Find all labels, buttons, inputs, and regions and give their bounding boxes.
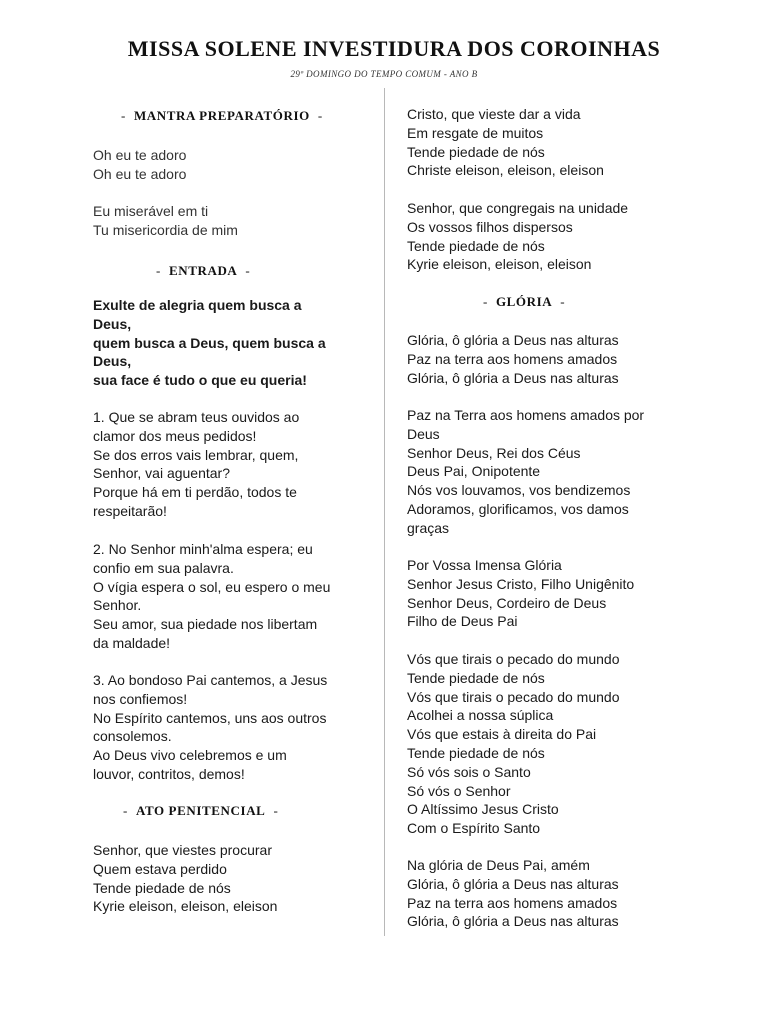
lyric-line: Glória, ô glória a Deus nas alturas: [407, 369, 619, 386]
lyric-line: Em resgate de muitos: [407, 124, 544, 141]
lyric-line: Nós vos louvamos, vos bendizemos: [407, 482, 631, 499]
lyric-stanza: [93, 671, 327, 784]
lyric-line: Christe eleison, eleison, eleison: [407, 162, 604, 179]
lyric-stanza: [93, 841, 277, 916]
lyric-line: Glória, ô glória a Deus nas alturas: [407, 875, 619, 892]
lyric-stanza: [93, 540, 330, 653]
lyric-line: Ao Deus vivo celebremos e um: [93, 747, 287, 764]
lyric-line: Senhor Deus, Rei dos Céus: [407, 444, 581, 461]
lyric-refrain: [93, 296, 326, 390]
lyric-line: Só vós sois o Santo: [407, 763, 531, 780]
lyric-line: confio em sua palavra.: [93, 559, 234, 576]
lyric-line: Oh eu te adoro: [93, 165, 187, 182]
lyric-line: quem busca a Deus, quem busca a: [93, 334, 326, 351]
lyric-line: Paz na terra aos homens amados: [407, 350, 618, 367]
lyric-line: Deus,: [93, 353, 132, 370]
lyric-line: Acolhei a nossa súplica: [407, 707, 554, 724]
lyric-line: Por Vossa Imensa Glória: [407, 557, 562, 573]
lyric-line: Paz na Terra aos homens amados por: [407, 407, 645, 423]
lyric-stanza: [407, 199, 628, 274]
lyric-line: Vós que tirais o pecado do mundo: [407, 651, 620, 667]
lyric-line: Adoramos, glorificamos, vos damos: [407, 500, 629, 517]
lyric-line: Eu miserável em ti: [93, 203, 209, 219]
section-heading-mantra: - MANTRA PREPARATÓRIO -: [121, 108, 323, 123]
lyric-line: Cristo, que vieste dar a vida: [407, 106, 581, 122]
lyric-line: Tende piedade de nós: [93, 879, 231, 896]
lyric-line: louvor, contritos, demos!: [93, 765, 245, 782]
page-subtitle: 29º DOMINGO DO TEMPO COMUM - ANO B: [290, 69, 478, 79]
lyric-stanza: [407, 556, 634, 631]
lyric-line: Deus,: [93, 315, 132, 332]
lyric-line: Com o Espírito Santo: [407, 820, 541, 837]
lyric-line: Tende piedade de nós: [407, 669, 545, 686]
page-title: MISSA SOLENE INVESTIDURA DOS COROINHAS: [127, 36, 661, 61]
lyric-line: Os vossos filhos dispersos: [407, 218, 573, 235]
lyric-line: 2. No Senhor minh'alma espera; eu: [93, 541, 313, 557]
lyric-line: sua face é tudo o que eu queria!: [93, 372, 307, 389]
lyric-line: Seu amor, sua piedade nos libertam: [93, 616, 318, 633]
lyric-line: Glória, ô glória a Deus nas alturas: [407, 913, 619, 930]
lyric-line: Quem estava perdido: [93, 860, 227, 877]
lyric-line: nos confiemos!: [93, 690, 188, 707]
lyric-line: Deus: [407, 425, 440, 442]
lyric-stanza: [407, 856, 619, 931]
lyric-line: clamor dos meus pedidos!: [93, 427, 257, 444]
lyric-line: graças: [407, 519, 450, 536]
lyric-line: Se dos erros vais lembrar, quem,: [93, 446, 299, 463]
lyric-line: Porque há em ti perdão, todos te: [93, 484, 297, 501]
lyric-line: consolemos.: [93, 728, 172, 745]
lyric-line: Tende piedade de nós: [407, 237, 545, 254]
lyric-line: Senhor, que viestes procurar: [93, 842, 272, 858]
lyric-stanza: [407, 406, 644, 538]
lyric-stanza: [93, 408, 299, 521]
lyric-line: Senhor, vai aguentar?: [93, 465, 230, 482]
lyric-line: Exulte de alegria quem busca a: [93, 297, 302, 313]
lyric-line: da maldade!: [93, 634, 171, 651]
section-heading-entrada: - ENTRADA -: [156, 263, 251, 278]
lyric-line: Na glória de Deus Pai, amém: [407, 857, 590, 873]
lyric-line: Deus Pai, Onipotente: [407, 463, 541, 480]
lyric-line: Paz na terra aos homens amados: [407, 894, 618, 911]
lyric-line: Senhor.: [93, 597, 142, 614]
lyric-line: Oh eu te adoro: [93, 147, 187, 163]
lyric-line: Tende piedade de nós: [407, 143, 545, 160]
lyric-line: Kyrie eleison, eleison, eleison: [407, 256, 592, 273]
lyric-line: Filho de Deus Pai: [407, 613, 518, 630]
lyric-line: Glória, ô glória a Deus nas alturas: [407, 332, 619, 348]
column-divider: [384, 88, 385, 936]
lyric-stanza: [407, 105, 604, 180]
lyric-line: 3. Ao bondoso Pai cantemos, a Jesus: [93, 672, 328, 688]
lyric-line: Senhor Deus, Cordeiro de Deus: [407, 594, 607, 611]
section-heading-gloria: - GLÓRIA -: [483, 294, 566, 309]
lyric-line: Vós que estais à direita do Pai: [407, 726, 597, 743]
lyric-stanza: [93, 202, 238, 240]
lyric-line: O vígia espera o sol, eu espero o meu: [93, 578, 331, 595]
lyric-line: Senhor, que congregais na unidade: [407, 200, 629, 216]
lyric-line: Só vós o Senhor: [407, 782, 511, 799]
lyric-line: Senhor Jesus Cristo, Filho Unigênito: [407, 575, 635, 592]
lyric-line: Kyrie eleison, eleison, eleison: [93, 898, 278, 915]
lyric-line: Vós que tirais o pecado do mundo: [407, 688, 620, 705]
lyric-line: No Espírito cantemos, uns aos outros: [93, 709, 327, 726]
lyric-line: O Altíssimo Jesus Cristo: [407, 801, 559, 818]
lyric-line: respeitarão!: [93, 502, 167, 519]
lyric-line: 1. Que se abram teus ouvidos ao: [93, 409, 300, 425]
lyric-line: Tende piedade de nós: [407, 744, 545, 761]
lyric-refrain: [407, 331, 619, 387]
lyric-stanza: [407, 650, 619, 838]
lyric-stanza: [93, 146, 186, 184]
lyric-line: Tu misericordia de mim: [93, 221, 238, 238]
section-heading-ato-penitencial: - ATO PENITENCIAL -: [123, 803, 279, 818]
